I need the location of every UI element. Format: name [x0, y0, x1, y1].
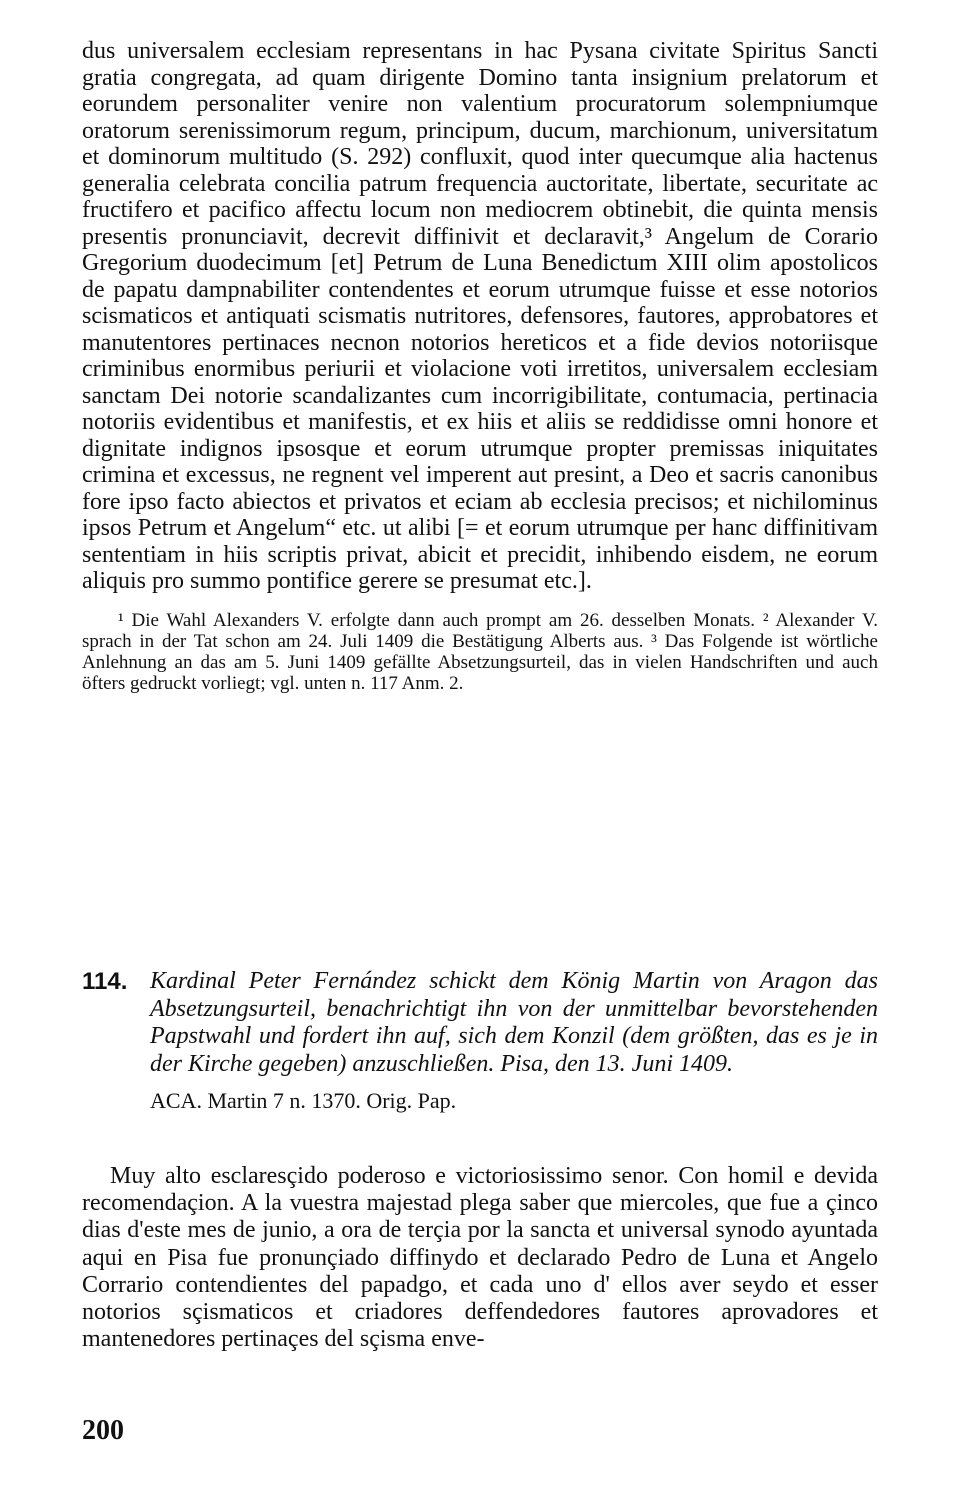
- document-title: Kardinal Peter Fernández schickt dem König Martin von Aragon das Absetzungsurteil, benachrichtigt ihn von der unmittelbar bevorstehenden Papstwahl und fordert ihn auf, sich dem Konzil (dem größten, das es je in der Kirche gegeben) anzuschließen. Pisa, den 13. Juni 1409.: [150, 968, 878, 1077]
- footnote-text: ¹ Die Wahl Alexanders V. erfolgte dann auch prompt am 26. desselben Monats. ² Alexander V. sprach in der Tat schon am 24. Juli 1409 die Bestätigung Alberts aus. ³ Das Folgende ist wörtliche Anlehnung an das am 5. Juni 1409 gefällte Absetzungsurteil, das in vielen Handschriften und auch öfters gedruckt vorliegt; vgl. unten n. 117 Anm. 2.: [82, 609, 878, 695]
- document-source: ACA. Martin 7 n. 1370. Orig. Pap.: [150, 1088, 457, 1113]
- page-body: [82, 38, 878, 695]
- page-number: 200: [82, 1415, 124, 1446]
- footnotes: [82, 610, 878, 695]
- document-number: 114.: [82, 968, 128, 995]
- document-header: [82, 968, 878, 1114]
- letter-text: Muy alto esclaresçido poderoso e victoriosissimo senor. Con homil e devida recomendaçion. A la vuestra majestad plega saber que miercoles, que fue a çinco dias d'este mes de junio, a ora de terçia por la sancta et universal synodo ayuntada aqui en Pisa fue pronunçiado diffinydo et declarado Pedro de Luna et Angelo Corrario contendientes del papadgo, et cada uno d' ellos aver seydo et esser notorios sçismaticos et criadores deffendedores fautores aprovadores et mantenedores pertinaçes del sçisma enve-: [82, 1163, 878, 1353]
- main-text-paragraph: dus universalem ecclesiam representans in hac Pysana civitate Spiritus Sancti gratia congregata, ad quam dirigente Domino tanta insignium prelatorum et eorundem personaliter venire non valentium procuratorum solempniumque oratorum serenissimorum regum, principum, ducum, marchionum, universitatum et dominorum multitudo (S. 292) confluxit, quod inter quecumque alia hactenus generalia celebrata concilia patrum frequencia auctoritate, libertate, securitate ac fructifero et pacifico affectu locum non mediocrem obtinebit, die quinta mensis presentis pronunciavit, decrevit diffinivit et declaravit,³ Angelum de Corario Gregorium duodecimum [et] Petrum de Luna Benedictum XIII olim apostolicos de papatu dampnabiliter contendentes et eorum utrumque fuisse et esse notorios scismaticos et antiquati scismatis nutritores, defensores, fautores, approbatores et manutentores pertinaces necnon notorios hereticos et a fide devios notoriisque criminibus enormibus periurii et violacione voti irretitos, universalem ecclesiam sanctam Dei notorie scandalizantes cum incorrigibilitate, contumacia, pertinacia notoriis evidentibus et manifestis, et ex hiis et aliis se reddidisse omni honore et dignitate indignos ipsosque et eorum utrumque propter premissas iniquitates crimina et excessus, ne regnent vel imperent aut presint, a Deo et sacris canonibus fore ipso facto abiectos et privatos et eciam ab ecclesia precisos; et nichilominus ipsos Petrum et Angelum“ etc. ut alibi [= et eorum utrumque per hanc diffinitivam sententiam in hiis scriptis privat, abicit et precidit, inhibendo eisdem, ne eorum aliquis pro summo pontifice gerere se presumat etc.].: [82, 38, 878, 594]
